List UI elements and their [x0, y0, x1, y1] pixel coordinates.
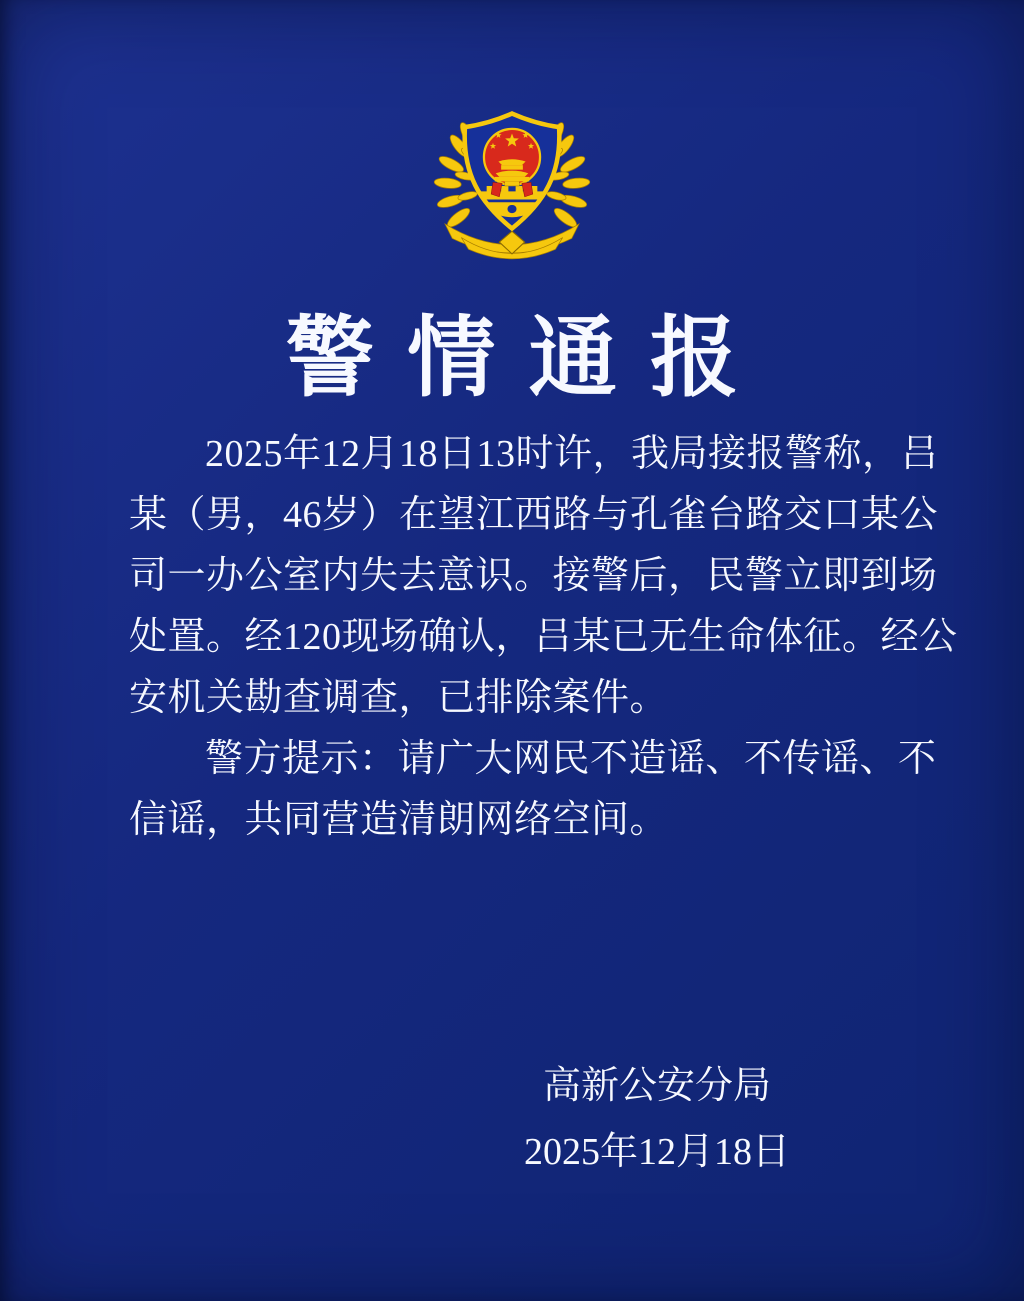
body-text-line: 信谣，共同营造清朗网络空间。: [129, 799, 669, 841]
body-text-line: 安机关勘查调查，已排除案件。: [129, 677, 669, 719]
body-text-line: 2025年12月18日13时许，我局接报警称，吕: [205, 433, 940, 475]
signature-block: [357, 1053, 957, 1185]
notice-title: 警情通报: [285, 311, 772, 408]
body-text-line: 处置。经120现场确认，吕某已无生命体征。经公: [129, 616, 958, 658]
notice-body: [129, 424, 958, 851]
signature-date: 2025年12月18日: [523, 1131, 790, 1173]
signature-agency: 高新公安分局: [542, 1065, 771, 1107]
body-text-line: 警方提示：请广大网民不造谣、不传谣、不: [205, 738, 937, 780]
police-badge-icon: [421, 90, 603, 262]
body-text-line: 某（男，46岁）在望江西路与孔雀台路交口某公: [129, 494, 939, 536]
body-text-line: 司一办公室内失去意识。接警后，民警立即到场: [129, 555, 938, 597]
